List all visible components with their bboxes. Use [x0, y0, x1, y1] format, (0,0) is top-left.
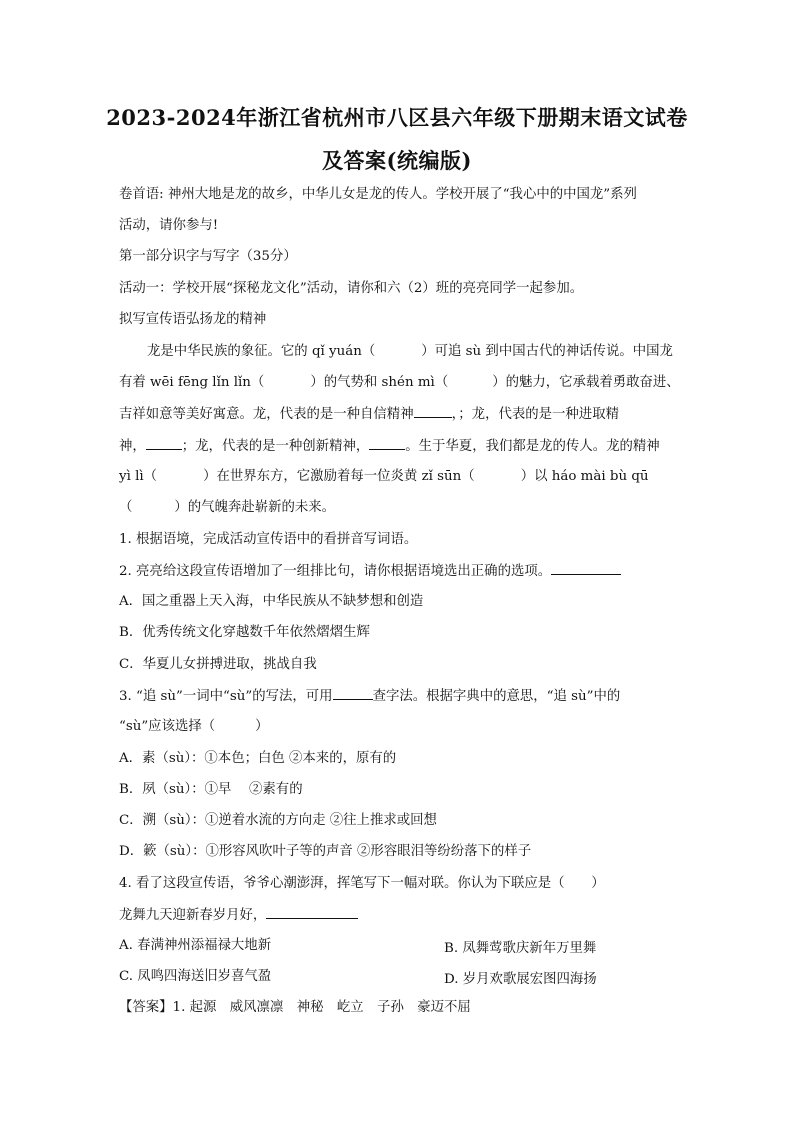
part1-heading: 第一部分识字与写字（35分） — [119, 249, 297, 264]
document-title-line1: 2023-2024年浙江省杭州市八区县六年级下册期末语文试卷 — [106, 105, 688, 130]
question-2-option-a: A．国之重器上天入海，中华民族从不缺梦想和创造 — [119, 594, 424, 609]
question-3: 3. “追 sù”一词中“sù”的写法，可用 查字法。根据字典中的意思，“追 sù”中的 — [119, 689, 621, 704]
question-4-option-a: A. 春满神州添福禄大地新 — [119, 938, 272, 953]
question-4-option-b: B. 凤舞莺歌庆新年万里舞 — [444, 941, 597, 956]
answer-blank[interactable] — [369, 437, 405, 450]
answer-blank[interactable] — [551, 562, 621, 575]
question-2-option-c: C．华夏儿女拼搏进取，挑战自我 — [119, 657, 317, 672]
section-subheading: 拟写宣传语弘扬龙的精神 — [119, 312, 267, 327]
activity1-text: 活动一：学校开展“探秘龙文化”活动，请你和六（2）班的亮亮同学一起参加。 — [119, 281, 584, 296]
passage-line5: yì lì（ ）在世界东方，它激励着每一位炎黄 zǐ sūn（ ）以 háo mài bù qū — [119, 469, 649, 484]
passage-line6: （ ）的气魄奔赴崭新的未来。 — [119, 500, 336, 515]
passage-line1: 龙是中华民族的象征。它的 qǐ yuán（ ）可追 sù 到中国古代的神话传说。中国龙 — [147, 344, 673, 359]
question-3-option-b: B．夙（sù）：①早 ②素有的 — [119, 782, 303, 797]
answer-key: 【答案】1. 起源 威风凛凛 神秘 屹立 子孙 豪迈不屈 — [119, 1000, 471, 1015]
passage-line3: 吉祥如意等美好寓意。龙，代表的是一种自信精神 ，；龙，代表的是一种进取精 — [119, 407, 619, 422]
passage-line2: 有着 wēi fēng lǐn lǐn（ ）的气势和 shén mì（ ）的魅力，它承载着勇敢奋进、 — [119, 375, 680, 390]
document-title-line2: 及答案(统编版) — [322, 148, 472, 173]
answer-blank[interactable] — [333, 687, 373, 700]
question-3-continued: “sù”应该选择（ ） — [119, 719, 269, 734]
passage-line4: 神， ；龙，代表的是一种创新精神， 。生于华夏，我们都是龙的传人。龙的精神 — [119, 439, 660, 454]
question-4-option-c: C. 凤鸣四海送旧岁喜气盈 — [119, 969, 272, 984]
answer-blank[interactable] — [266, 906, 358, 919]
intro-line2: 活动，请你参与! — [119, 218, 219, 233]
question-2: 2. 亮亮给这段宣传语增加了一组排比句，请你根据语境选出正确的选项。 — [119, 562, 621, 581]
question-3-option-a: A．素（sù）：①本色；白色 ②本来的，原有的 — [119, 751, 397, 766]
question-1: 1. 根据语境，完成活动宣传语中的看拼音写词语。 — [119, 532, 418, 547]
question-4: 4. 看了这段宣传语，爷爷心潮澎湃，挥笔写下一幅对联。你认为下联应是（ ） — [119, 876, 605, 891]
question-3-option-d: D．簌（sù）：①形容风吹叶子等的声音 ②形容眼泪等纷纷落下的样子 — [119, 844, 532, 859]
question-4-option-d: D. 岁月欢歌展宏图四海扬 — [444, 972, 597, 987]
intro-line1: 卷首语: 神州大地是龙的故乡，中华儿女是龙的传人。学校开展了“我心中的中国龙”系列 — [119, 187, 637, 202]
answer-blank[interactable] — [146, 437, 182, 450]
question-3-option-c: C．溯（sù）：①逆着水流的方向走 ②往上推求或回想 — [119, 813, 437, 828]
question-4-upper-couplet: 龙舞九天迎新春岁月好， — [119, 906, 358, 925]
answer-blank[interactable] — [414, 405, 452, 418]
question-2-option-b: B．优秀传统文化穿越数千年依然熠熠生辉 — [119, 625, 370, 640]
